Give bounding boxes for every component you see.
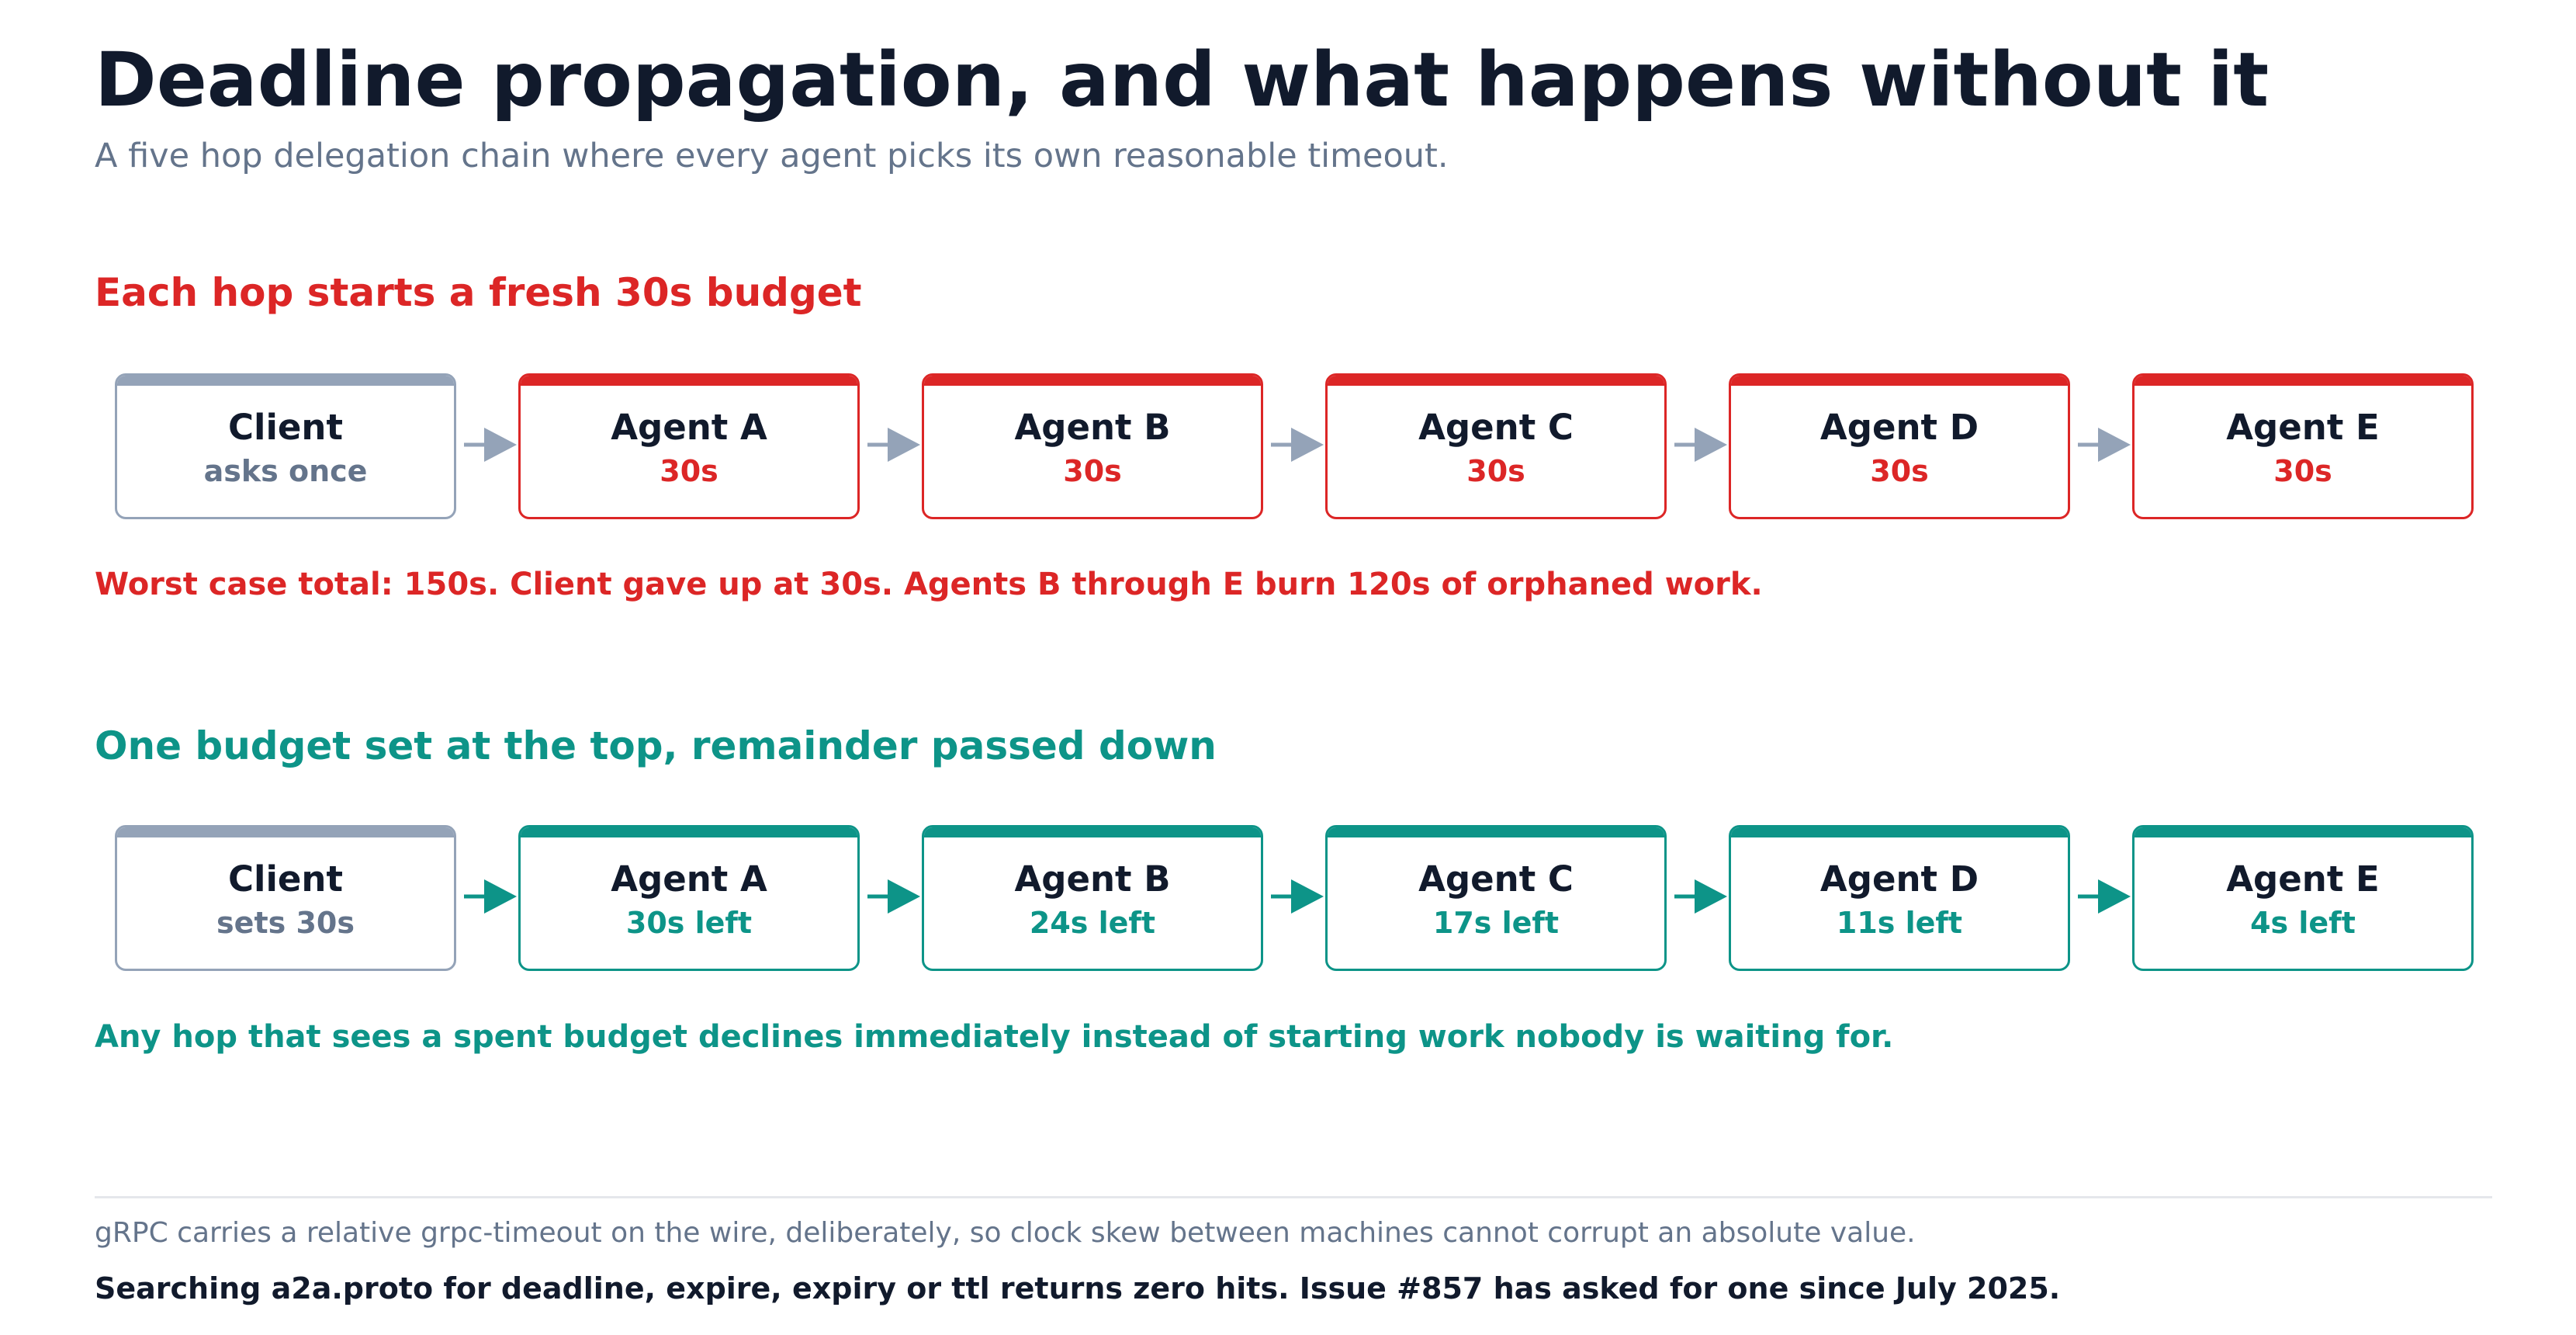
node-budget: sets 30s [216, 906, 355, 940]
page-subtitle: A five hop delegation chain where every agent picks its own reasonable timeout. [95, 137, 1449, 175]
hop-node [518, 373, 860, 519]
with-propagation-note: Any hop that sees a spent budget declines immediately instead of starting work nobody is waiting for. [95, 1019, 1894, 1055]
node-budget: 30s [2273, 454, 2332, 488]
page-title: Deadline propagation, and what happens without it [95, 36, 2270, 123]
node-name: Agent A [611, 407, 767, 448]
node-budget: asks once [203, 454, 368, 488]
node-name: Agent C [1418, 407, 1574, 448]
node-budget: 30s left [625, 906, 753, 940]
node-name: Client [228, 407, 343, 448]
with-propagation-heading: One budget set at the top, remainder passed down [95, 723, 1217, 768]
node-name: Client [228, 858, 343, 900]
hop-node [115, 373, 456, 519]
hop-node [1325, 825, 1667, 971]
node-budget: 24s left [1029, 906, 1156, 940]
node-name: Agent D [1819, 858, 1979, 900]
node-budget: 17s left [1432, 906, 1560, 940]
node-name: Agent E [2226, 858, 2380, 900]
node-budget: 30s [1063, 454, 1122, 488]
node-name: Agent E [2226, 407, 2380, 448]
node-name: Agent D [1819, 407, 1979, 448]
node-budget: 30s [1870, 454, 1929, 488]
node-budget: 30s [660, 454, 718, 488]
footer-divider [95, 1196, 2492, 1198]
node-name: Agent C [1418, 858, 1574, 900]
footer-a2a-note: Searching a2a.proto for deadline, expire, expiry or ttl returns zero hits. Issue #857 has asked for one since July 2025. [95, 1271, 2061, 1306]
hop-node [2132, 825, 2474, 971]
hop-node [1729, 373, 2070, 519]
hop-node [1729, 825, 2070, 971]
hop-node [2132, 373, 2474, 519]
node-budget: 11s left [1836, 906, 1963, 940]
hop-node [518, 825, 860, 971]
hop-node [922, 373, 1263, 519]
footer-grpc-note: gRPC carries a relative grpc-timeout on the wire, deliberately, so clock skew between machines cannot corrupt an absolute value. [95, 1217, 1916, 1249]
hop-node [115, 825, 456, 971]
node-budget: 30s [1466, 454, 1525, 488]
node-name: Agent B [1014, 858, 1171, 900]
node-name: Agent A [611, 858, 767, 900]
node-name: Agent B [1014, 407, 1171, 448]
with-propagation-chain [115, 825, 2474, 971]
hop-node [1325, 373, 1667, 519]
without-propagation-heading: Each hop starts a fresh 30s budget [95, 270, 862, 315]
without-propagation-chain [115, 373, 2474, 519]
without-propagation-note: Worst case total: 150s. Client gave up at 30s. Agents B through E burn 120s of orphaned work. [95, 567, 1763, 602]
node-budget: 4s left [2250, 906, 2356, 940]
hop-node [922, 825, 1263, 971]
